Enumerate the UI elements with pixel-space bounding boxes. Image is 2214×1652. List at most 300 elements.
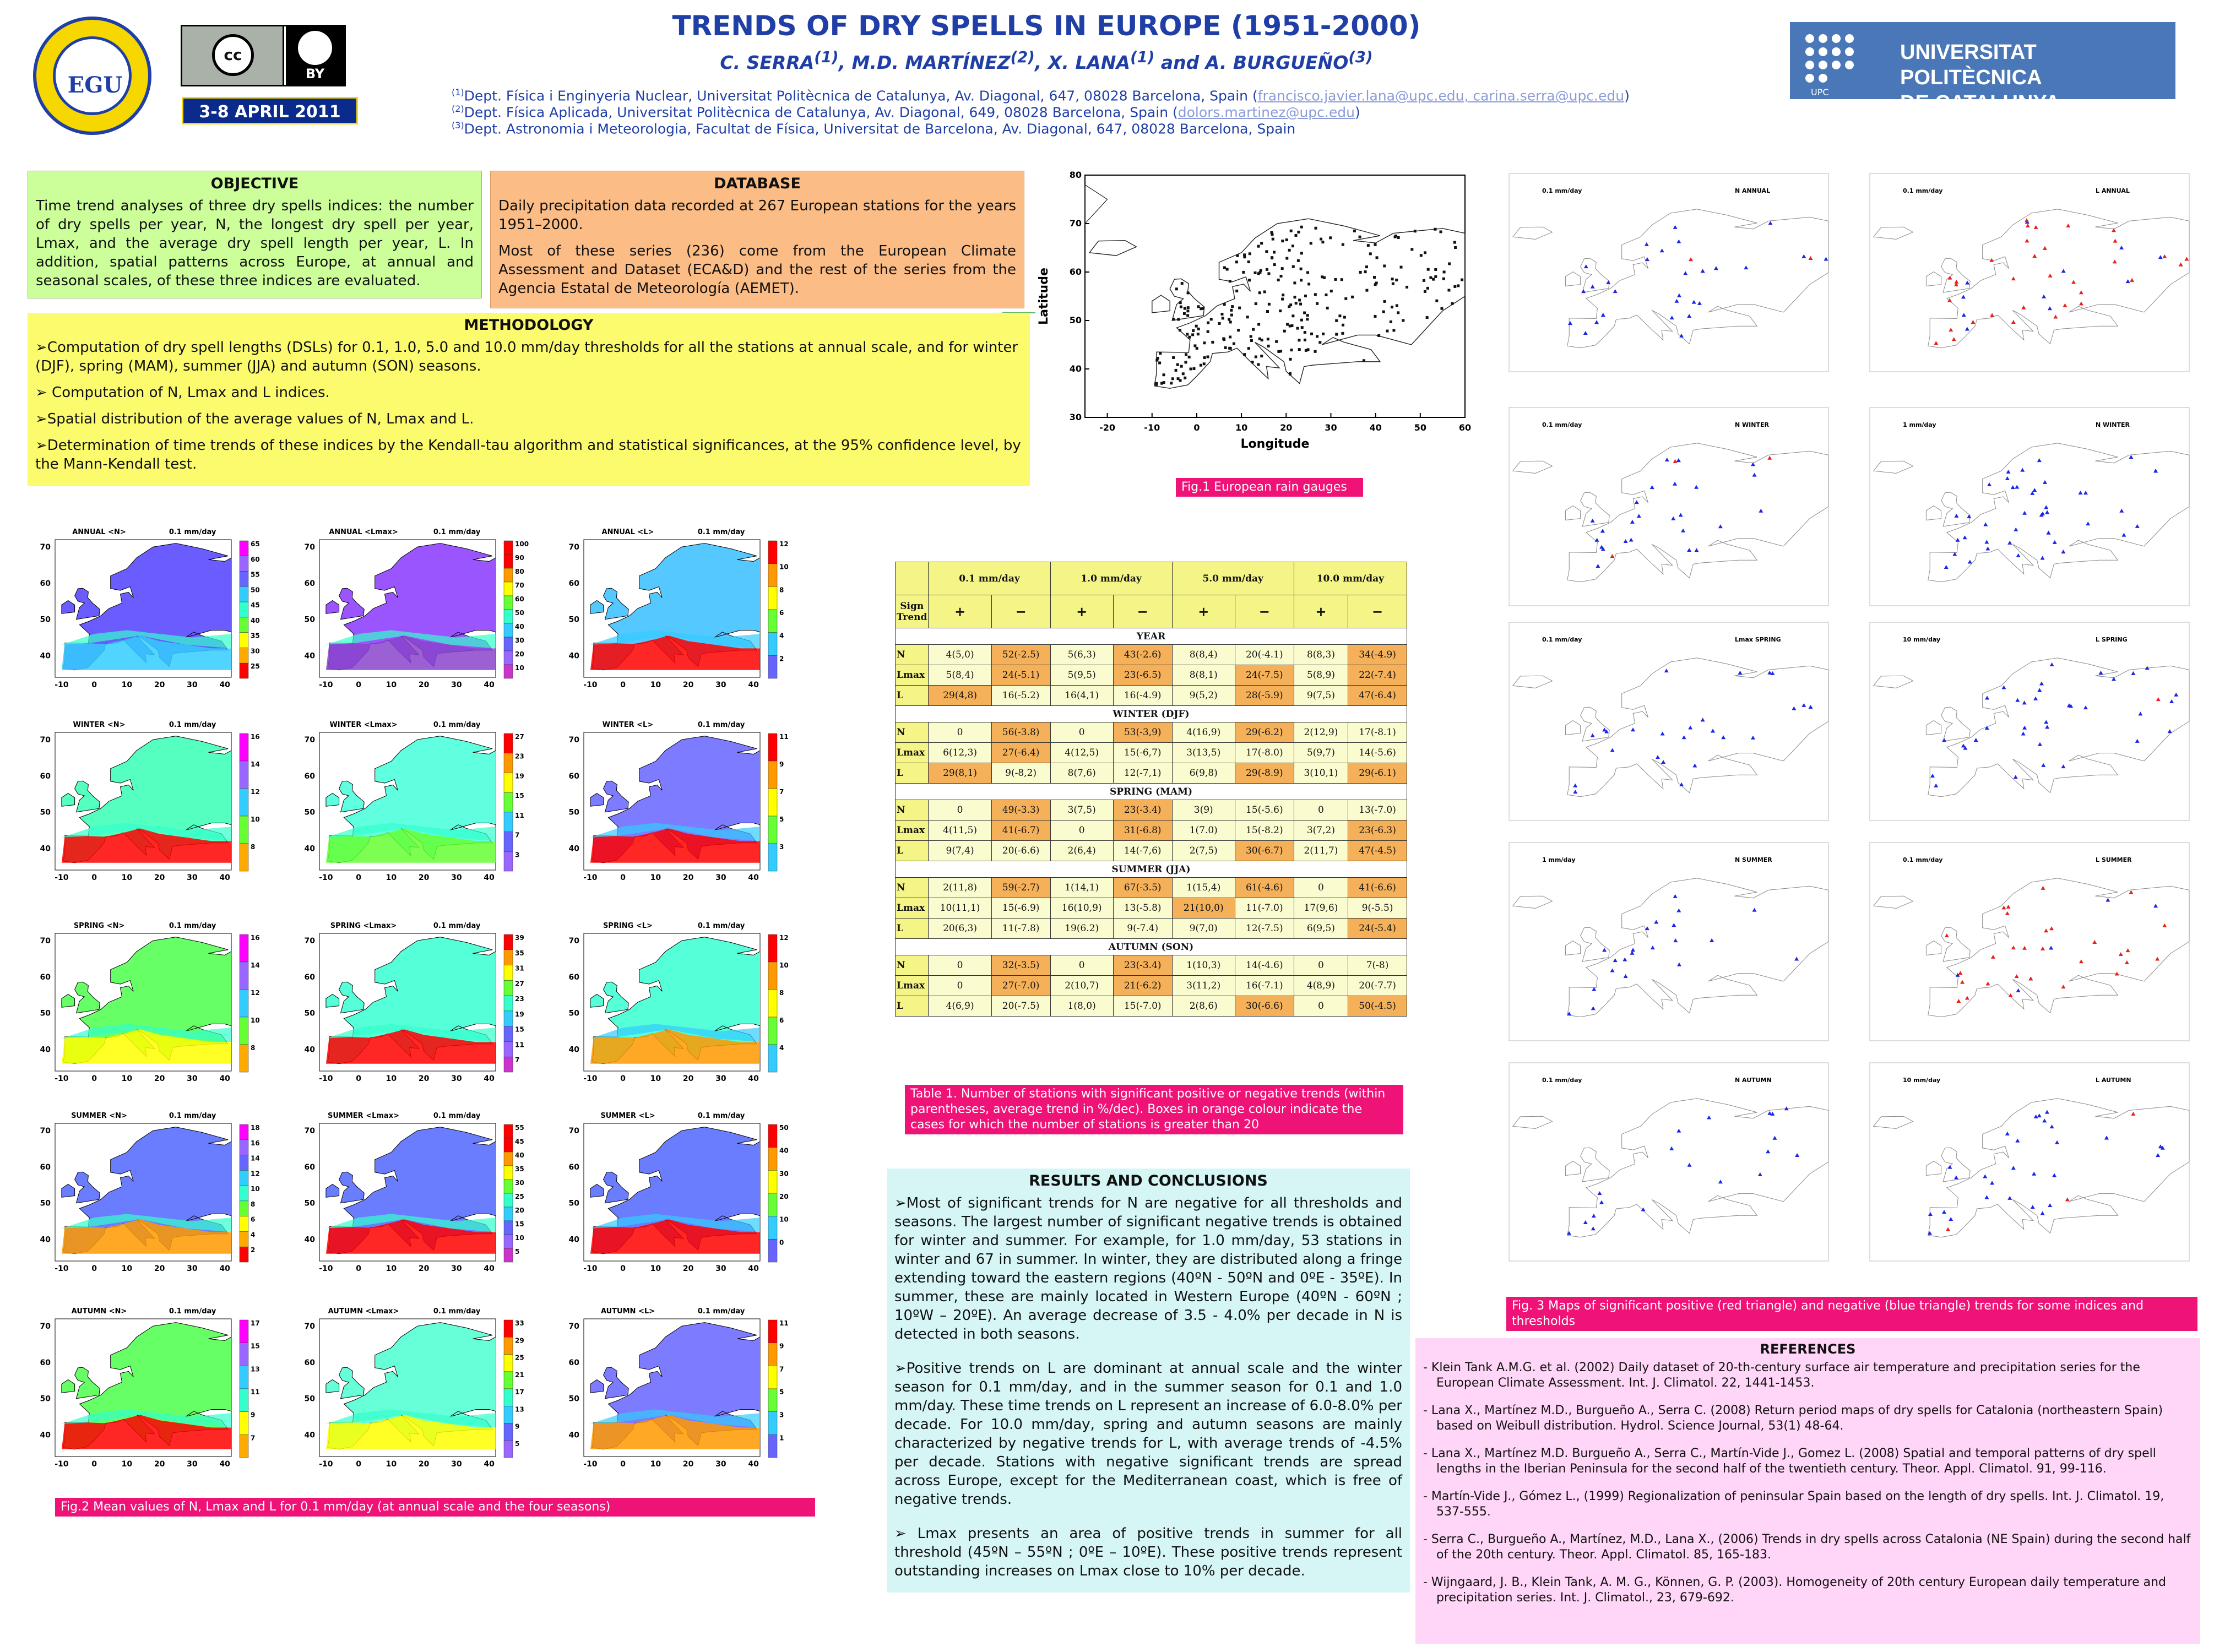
station-marker xyxy=(1250,335,1252,338)
x-tick-label: 10 xyxy=(386,681,397,689)
table-cell: 24(-5.4) xyxy=(1348,919,1407,939)
station-marker xyxy=(1329,236,1332,239)
station-marker xyxy=(1203,356,1206,359)
colorbar-segment xyxy=(768,541,777,564)
colorbar-segment xyxy=(240,586,248,602)
y-tick-label: 60 xyxy=(40,771,51,781)
colorbar-label: 11 xyxy=(515,811,524,819)
table-cell: 5(9,7) xyxy=(1294,743,1348,763)
results-paragraph: ➢Positive trends on L are dominant at annual scale and the winter season for 0.1 mm/day, and in the summer season for 0.1 and 1.0 mm/day. These time trends on L represent an increase of 6.0-8.0% per decade. For 10.0 mm/day, spring and autumn seasons are mainly characterized by negative trends for L, with average trends of -4.5% per decade. Stations with negative significant trends are spread across Europe, except for the Mediterranean coast, which is free of negative trends. xyxy=(894,1360,1402,1508)
table-cell: 67(-3.5) xyxy=(1113,878,1172,898)
y-tick-label: 60 xyxy=(568,579,579,588)
affiliation-2 xyxy=(452,104,1360,120)
colorbar-label: 20 xyxy=(515,650,524,658)
table-cell: 3(9) xyxy=(1172,800,1235,820)
station-marker xyxy=(1267,345,1270,347)
y-tick-label: 70 xyxy=(1069,218,1082,229)
station-marker xyxy=(1230,314,1233,317)
map-title: SPRING <Lmax> xyxy=(330,922,397,930)
station-marker xyxy=(1343,316,1346,319)
x-tick-label: 20 xyxy=(418,1264,430,1273)
y-tick-label: 40 xyxy=(40,651,51,661)
x-tick-label: 60 xyxy=(1458,422,1472,433)
sign-header: + xyxy=(1050,595,1113,628)
colorbar-label: 11 xyxy=(779,733,789,741)
database-p2: Most of these series (236) come from the European Climate Assessment and Dataset (ECA&D) and the rest of the series from the Agencia Estatal de Meteorología (AEMET). xyxy=(498,243,1016,297)
x-tick-label: 40 xyxy=(219,1074,230,1083)
y-tick-label: 60 xyxy=(304,972,315,982)
x-tick-label: 20 xyxy=(418,681,430,689)
station-marker xyxy=(1185,353,1187,356)
station-marker xyxy=(1228,318,1230,321)
table-cell: 28(-5.9) xyxy=(1235,686,1294,706)
x-tick-label: -10 xyxy=(319,681,333,689)
upc-logo xyxy=(1790,22,2175,115)
x-tick-label: 0 xyxy=(91,1074,97,1083)
station-marker xyxy=(1265,250,1268,253)
map-threshold: 0.1 mm/day xyxy=(169,528,216,536)
station-marker xyxy=(1163,381,1165,384)
colorbar-label: 6 xyxy=(779,1017,784,1024)
fig3-threshold: 1 mm/day xyxy=(1903,421,1936,428)
station-marker xyxy=(1424,290,1426,293)
colorbar-segment xyxy=(240,844,248,871)
colorbar-label: 12 xyxy=(251,1170,260,1178)
fig2-map-summer-2 xyxy=(551,1107,788,1280)
upc-name: UNIVERSITAT POLITÈCNICA DE CATALUNYA xyxy=(1900,41,2060,115)
colorbar-segment xyxy=(240,934,248,962)
station-marker xyxy=(1335,319,1338,322)
x-tick-label: 20 xyxy=(154,1074,165,1083)
station-marker xyxy=(1454,246,1457,249)
colorbar-label: 9 xyxy=(779,760,784,768)
station-marker xyxy=(1316,335,1318,338)
station-marker xyxy=(1186,309,1189,312)
y-tick-label: 60 xyxy=(304,579,315,588)
colorbar-label: 6 xyxy=(779,609,784,617)
aff-email-link[interactable]: francisco.javier.lana@upc.edu, carina.serra@upc.edu xyxy=(1257,88,1625,104)
x-tick-label: -10 xyxy=(319,1264,333,1273)
station-marker xyxy=(1289,373,1292,376)
station-marker xyxy=(1326,307,1329,309)
colorbar-segment xyxy=(768,1148,777,1171)
station-marker xyxy=(1229,347,1232,350)
station-marker xyxy=(1439,230,1442,233)
station-marker xyxy=(1321,241,1324,243)
x-tick-label: 0 xyxy=(356,873,361,882)
table1 xyxy=(895,562,1407,1017)
y-tick-label: 40 xyxy=(40,1045,51,1055)
table-cell: 0 xyxy=(1294,878,1348,898)
station-marker xyxy=(1377,334,1380,337)
station-marker xyxy=(1374,283,1377,286)
table-cell: 1(7.0) xyxy=(1172,820,1235,841)
y-tick-label: 50 xyxy=(568,615,579,624)
index-label: Lmax xyxy=(896,898,929,919)
station-marker xyxy=(1314,350,1317,353)
colorbar-label: 21 xyxy=(515,1371,524,1379)
database-box xyxy=(490,171,1024,308)
map-title: SUMMER <L> xyxy=(600,1112,655,1120)
colorbar-label: 14 xyxy=(251,961,260,969)
table-cell: 9(7,0) xyxy=(1172,919,1235,939)
station-marker xyxy=(1293,281,1296,284)
map-frame xyxy=(1870,1063,2189,1261)
table-cell: 3(10,1) xyxy=(1294,763,1348,784)
colorbar-segment xyxy=(504,1152,513,1166)
table-cell: 31(-6.8) xyxy=(1113,820,1172,841)
station-marker xyxy=(1374,243,1377,246)
x-tick-label: -10 xyxy=(55,1460,69,1469)
station-marker xyxy=(1289,325,1292,328)
colorbar-label: 80 xyxy=(515,568,524,575)
x-tick-label: 30 xyxy=(715,1074,726,1083)
table-cell: 14(-5.6) xyxy=(1348,743,1407,763)
index-label: N xyxy=(896,722,929,743)
table-cell: 17(-8.1) xyxy=(1348,722,1407,743)
x-tick-label: 0 xyxy=(620,1460,626,1469)
aff-num: (1) xyxy=(452,87,464,97)
sign-trend-label: Sign Trend xyxy=(896,595,929,628)
x-tick-label: -10 xyxy=(55,1074,69,1083)
colorbar-segment xyxy=(504,773,513,792)
fig3-threshold: 10 mm/day xyxy=(1903,1077,1941,1084)
colorbar-label: 35 xyxy=(515,1165,524,1173)
station-marker xyxy=(1294,296,1296,298)
y-tick-label: 40 xyxy=(568,1235,579,1245)
colorbar-segment xyxy=(504,1406,513,1423)
table-cell: 13(-7.0) xyxy=(1348,800,1407,820)
table-cell: 0 xyxy=(929,722,991,743)
colorbar-label: 15 xyxy=(515,1220,524,1228)
y-tick-label: 40 xyxy=(40,844,51,854)
table-row xyxy=(896,996,1407,1017)
colorbar-segment xyxy=(504,733,513,753)
station-marker xyxy=(1295,302,1298,305)
table-cell: 30(-6.6) xyxy=(1235,996,1294,1017)
colorbar-label: 19 xyxy=(515,1010,524,1018)
station-marker xyxy=(1257,323,1260,326)
table-cell: 16(4,1) xyxy=(1050,686,1113,706)
y-tick-label: 60 xyxy=(1069,267,1082,277)
upc-abbr: UPC xyxy=(1811,87,1829,97)
table-cell: 13(-5.8) xyxy=(1113,898,1172,919)
station-marker xyxy=(1396,304,1398,307)
map-threshold: 0.1 mm/day xyxy=(697,528,745,536)
map-title: AUTUMN <Lmax> xyxy=(328,1307,399,1316)
x-tick-label: 30 xyxy=(1325,422,1337,433)
station-marker xyxy=(1434,268,1437,271)
table-cell: 3(11,2) xyxy=(1172,976,1235,996)
x-tick-label: 30 xyxy=(187,1460,198,1469)
x-tick-label: 40 xyxy=(484,681,495,689)
map-frame xyxy=(1870,173,2189,372)
colorbar-segment xyxy=(768,1343,777,1366)
table-row xyxy=(896,686,1407,706)
station-marker xyxy=(1432,278,1435,281)
y-tick-label: 70 xyxy=(568,1127,579,1136)
table-cell: 8(8,1) xyxy=(1172,665,1235,686)
table-cell: 21(-6.2) xyxy=(1113,976,1172,996)
table-cell: 0 xyxy=(1294,800,1348,820)
aff-text: Dept. Astronomia i Meteorologia, Facultat de Física, Universitat de Barcelona, Av. Diagonal, 647, 08028 Barcelona, Spain xyxy=(464,121,1296,137)
station-marker xyxy=(1342,243,1344,246)
map-frame xyxy=(1509,407,1828,606)
station-marker xyxy=(1322,333,1325,335)
colorbar-segment xyxy=(504,832,513,852)
fig2-map-autumn-1 xyxy=(286,1302,523,1476)
map-threshold: 0.1 mm/day xyxy=(697,1112,745,1120)
sign-header: − xyxy=(1235,595,1294,628)
x-tick-label: 0 xyxy=(356,1460,361,1469)
table-cell: 59(-2.7) xyxy=(991,878,1050,898)
station-marker xyxy=(1300,226,1303,229)
map-title: WINTER <L> xyxy=(602,721,654,729)
y-tick-label: 50 xyxy=(304,1009,315,1018)
colorbar-segment xyxy=(768,1124,777,1148)
station-marker xyxy=(1402,319,1404,322)
aff-num: (3) xyxy=(452,120,464,131)
colorbar-segment xyxy=(504,1193,513,1207)
colorbar-label: 8 xyxy=(251,1044,256,1052)
colorbar-label: 8 xyxy=(251,843,256,851)
table-cell: 29(8,1) xyxy=(929,763,991,784)
table-cell: 61(-4.6) xyxy=(1235,878,1294,898)
x-tick-label: 0 xyxy=(620,1074,626,1083)
index-label: Lmax xyxy=(896,743,929,763)
station-marker xyxy=(1247,260,1250,263)
station-marker xyxy=(1275,340,1278,343)
colorbar-segment xyxy=(768,733,777,761)
fig3-map-4 xyxy=(1495,617,1842,837)
colorbar-segment xyxy=(504,753,513,773)
station-marker xyxy=(1300,279,1303,281)
station-marker xyxy=(1184,377,1186,379)
colorbar-segment xyxy=(768,610,777,633)
station-marker xyxy=(1175,287,1178,290)
map-title: ANNUAL <Lmax> xyxy=(329,528,398,536)
map-frame xyxy=(1509,622,1828,820)
y-tick-label: 50 xyxy=(1069,315,1082,325)
station-marker xyxy=(1288,305,1290,308)
aff-text: Dept. Física i Enginyeria Nuclear, Universitat Politècnica de Catalunya, Av. Diagonal, 647, 08028 Barcelona, Spain ( xyxy=(464,88,1258,104)
y-tick-label: 70 xyxy=(40,1127,51,1136)
aff-email-link[interactable]: dolors.martinez@upc.edu xyxy=(1177,104,1355,121)
table-cell: 19(6.2) xyxy=(1050,919,1113,939)
y-tick-label: 40 xyxy=(568,844,579,854)
y-tick-label: 60 xyxy=(40,579,51,588)
fig3-threshold: 1 mm/day xyxy=(1542,856,1576,863)
colorbar-segment xyxy=(240,602,248,617)
table-cell: 29(-6.1) xyxy=(1348,763,1407,784)
x-tick-label: 10 xyxy=(386,1074,397,1083)
table-cell: 16(-4.9) xyxy=(1113,686,1172,706)
fig1-caption: Fig.1 European rain gauges xyxy=(1176,478,1363,497)
colorbar-segment xyxy=(240,541,248,556)
fig3-threshold: 0.1 mm/day xyxy=(1542,421,1582,428)
table-cell: 5(6,3) xyxy=(1050,645,1113,665)
colorbar-segment xyxy=(504,980,513,996)
y-tick-label: 40 xyxy=(1069,363,1082,374)
x-tick-label: 30 xyxy=(187,1074,198,1083)
table-row xyxy=(896,820,1407,841)
station-marker xyxy=(1206,356,1209,358)
colorbar-segment xyxy=(240,1320,248,1343)
index-label: N xyxy=(896,955,929,976)
database-title: DATABASE xyxy=(714,175,801,192)
colorbar-label: 17 xyxy=(251,1319,260,1327)
x-tick-label: -10 xyxy=(583,1264,598,1273)
station-marker xyxy=(1304,295,1307,297)
station-marker xyxy=(1457,284,1459,287)
colorbar-label: 55 xyxy=(515,1124,524,1132)
map-title: AUTUMN <N> xyxy=(71,1307,127,1316)
station-marker xyxy=(1367,244,1370,247)
colorbar-label: 40 xyxy=(515,623,524,631)
table-cell: 9(-5.5) xyxy=(1348,898,1407,919)
affiliation-3 xyxy=(452,120,1295,137)
reference-item: - Lana X., Martínez M.D., Burgueño A., Serra C. (2008) Return period maps of dry spells for Catalonia (northeastern Spain) based on Weibull distribution. Hydrol. Science Journal, 53(1) 48-64. xyxy=(1423,1404,2163,1433)
station-marker xyxy=(1288,249,1291,252)
station-marker xyxy=(1211,341,1214,344)
station-marker xyxy=(1220,313,1223,316)
station-marker xyxy=(1310,333,1313,335)
x-tick-label: -10 xyxy=(55,681,69,689)
x-tick-label: 20 xyxy=(418,1460,430,1469)
colorbar-label: 25 xyxy=(515,1354,524,1362)
station-marker xyxy=(1179,301,1182,304)
colorbar-segment xyxy=(504,1138,513,1152)
y-tick-label: 60 xyxy=(40,1162,51,1172)
fig3-threshold: 0.1 mm/day xyxy=(1903,856,1943,863)
station-marker xyxy=(1351,296,1354,298)
station-marker xyxy=(1210,318,1213,320)
station-marker xyxy=(1334,278,1337,281)
fig2-map-winter-1 xyxy=(286,716,523,889)
station-marker xyxy=(1186,333,1189,336)
colorbar-segment xyxy=(768,789,777,816)
colorbar-label: 16 xyxy=(251,934,260,942)
station-marker xyxy=(1376,256,1379,259)
section-header: WINTER (DJF) xyxy=(896,706,1407,722)
y-tick-label: 60 xyxy=(568,1358,579,1367)
x-tick-label: -10 xyxy=(583,1460,598,1469)
table-cell: 9(7,5) xyxy=(1294,686,1348,706)
colorbar-label: 2 xyxy=(779,655,784,663)
table-cell: 15(-6.9) xyxy=(991,898,1050,919)
sign-header: + xyxy=(1294,595,1348,628)
table-row xyxy=(896,919,1407,939)
index-label: L xyxy=(896,919,929,939)
y-tick-label: 50 xyxy=(568,1009,579,1018)
egu-logo-text: EGU xyxy=(67,72,123,98)
station-marker xyxy=(1397,311,1399,314)
station-marker xyxy=(1238,307,1241,309)
colorbar-label: 0 xyxy=(779,1238,784,1247)
table-cell: 56(-3.8) xyxy=(991,722,1050,743)
table-cell: 0 xyxy=(1294,996,1348,1017)
fig3-threshold: 0.1 mm/day xyxy=(1542,187,1582,194)
x-tick-label: 20 xyxy=(154,873,165,882)
fig3-threshold: 10 mm/day xyxy=(1903,636,1941,643)
table-cell: 16(-5.2) xyxy=(991,686,1050,706)
colorbar-label: 12 xyxy=(779,934,789,942)
colorbar-segment xyxy=(768,816,777,844)
station-marker xyxy=(1301,326,1304,329)
x-tick-label: 20 xyxy=(418,873,430,882)
table-row xyxy=(896,763,1407,784)
table-cell: 20(-7.7) xyxy=(1348,976,1407,996)
colorbar-segment xyxy=(768,844,777,871)
station-marker xyxy=(1307,282,1310,285)
x-tick-label: 20 xyxy=(154,681,165,689)
station-marker xyxy=(1300,268,1303,270)
fig2-map-winter-2 xyxy=(551,716,788,889)
y-tick-label: 70 xyxy=(304,1127,315,1136)
station-marker xyxy=(1281,267,1284,270)
y-tick-label: 70 xyxy=(568,937,579,946)
table-cell: 4(12,5) xyxy=(1050,743,1113,763)
x-tick-label: 0 xyxy=(356,1264,361,1273)
station-marker xyxy=(1344,297,1347,300)
table-cell: 20(-7.5) xyxy=(991,996,1050,1017)
table-row xyxy=(896,665,1407,686)
colorbar-label: 33 xyxy=(515,1319,524,1327)
y-tick-label: 70 xyxy=(304,543,315,552)
y-tick-label: 40 xyxy=(304,1045,315,1055)
station-marker xyxy=(1226,268,1229,271)
station-marker xyxy=(1197,305,1200,308)
colorbar-segment xyxy=(504,1207,513,1221)
x-tick-label: 40 xyxy=(219,1460,230,1469)
section-header: YEAR xyxy=(896,628,1407,645)
station-marker xyxy=(1285,257,1288,260)
station-marker xyxy=(1260,242,1263,244)
station-marker xyxy=(1306,271,1309,274)
y-tick-label: 50 xyxy=(568,1199,579,1208)
x-tick-label: -20 xyxy=(1099,422,1116,433)
fig3-map-7 xyxy=(1856,837,2203,1057)
x-tick-label: 30 xyxy=(451,1264,462,1273)
station-marker xyxy=(1297,231,1300,233)
colorbar-segment xyxy=(240,1170,248,1186)
x-tick-label: 0 xyxy=(91,1460,97,1469)
colorbar-label: 7 xyxy=(515,831,520,839)
results-box xyxy=(887,1169,1410,1593)
aff-num: (2) xyxy=(452,104,464,114)
station-marker xyxy=(1300,252,1303,254)
station-marker xyxy=(1277,279,1280,281)
colorbar-segment xyxy=(504,996,513,1011)
station-marker xyxy=(1440,307,1443,310)
table-cell: 0 xyxy=(929,800,991,820)
x-tick-label: 40 xyxy=(748,1264,759,1273)
station-marker xyxy=(1306,314,1309,317)
station-marker xyxy=(1434,228,1436,231)
station-marker xyxy=(1392,282,1394,285)
station-marker xyxy=(1233,343,1235,345)
date-badge: 3-8 APRIL 2011 xyxy=(182,97,358,124)
colorbar-label: 9 xyxy=(515,1422,520,1431)
x-tick-label: 40 xyxy=(748,1460,759,1469)
station-marker xyxy=(1373,276,1376,279)
colorbar-label: 39 xyxy=(515,934,524,942)
station-marker xyxy=(1453,241,1456,244)
station-marker xyxy=(1300,319,1303,322)
reference-item: - Wijngaard, J. B., Klein Tank, A. M. G., Können, G. P. (2003). Homogeneity of 20th century European daily temperature and precipitation series. Int. J. Climatol., 23, 679-692. xyxy=(1423,1575,2167,1605)
colorbar-label: 10 xyxy=(251,1017,260,1024)
colorbar-segment xyxy=(504,1221,513,1235)
